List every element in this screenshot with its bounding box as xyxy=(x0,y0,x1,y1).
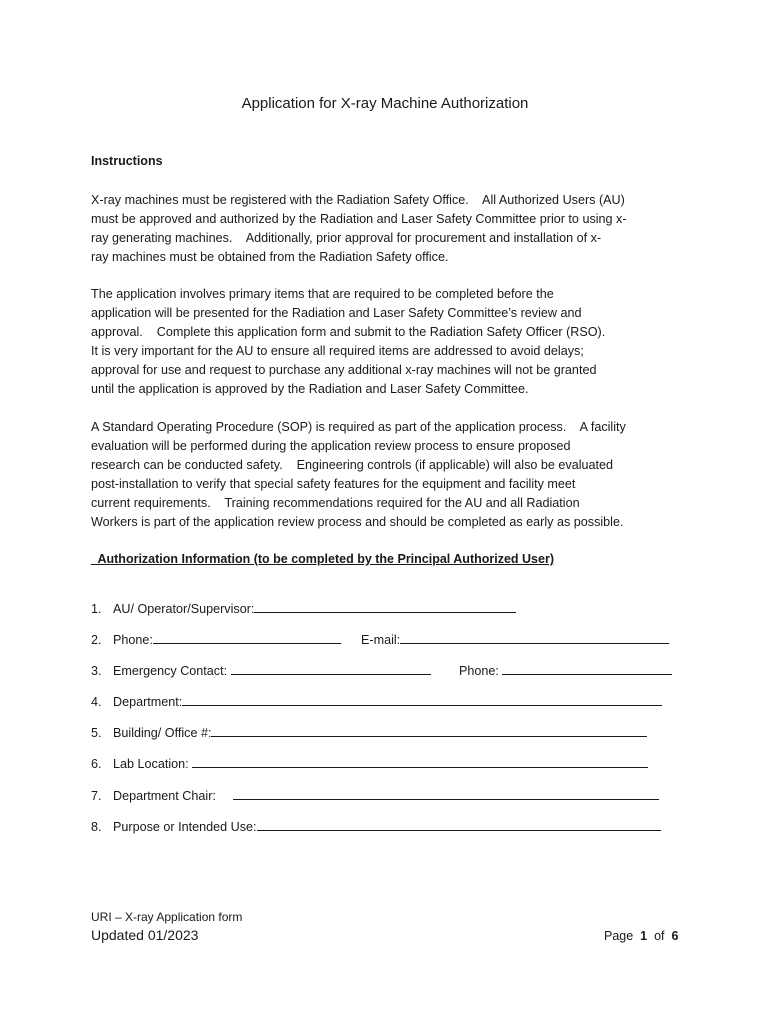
page-word: Page xyxy=(604,929,634,943)
field-label: Department Chair: xyxy=(113,789,216,803)
field-department-chair xyxy=(91,786,659,804)
instructions-paragraph-1 xyxy=(91,191,691,267)
paragraph-line: current requirements. Training recommendations required for the AU and all Radiation xyxy=(91,496,580,510)
page-total: 6 xyxy=(671,929,679,943)
department-chair-input[interactable] xyxy=(233,786,659,800)
paragraph-line: post-installation to verify that special safety features for the equipment and facility meet xyxy=(91,477,576,491)
field-au-operator xyxy=(91,599,516,617)
emergency-contact-input[interactable] xyxy=(231,661,431,675)
paragraph-line: approval for use and request to purchase any additional x-ray machines will not be granted xyxy=(91,363,597,377)
field-emergency-contact xyxy=(91,661,431,679)
field-label: Lab Location: xyxy=(113,757,189,771)
field-number: 1. xyxy=(91,602,102,616)
paragraph-line: evaluation will be performed during the application review process to ensure proposed xyxy=(91,439,571,453)
field-number: 7. xyxy=(91,789,102,803)
field-label: Emergency Contact: xyxy=(113,664,228,678)
paragraph-line: must be approved and authorized by the Radiation and Laser Safety Committee prior to using x- xyxy=(91,212,627,226)
page-current: 1 xyxy=(640,929,648,943)
field-number: 4. xyxy=(91,695,102,709)
field-label: Department: xyxy=(113,695,183,709)
au-operator-input[interactable] xyxy=(254,599,516,613)
field-label: Building/ Office #: xyxy=(113,726,212,740)
field-label: E-mail: xyxy=(361,633,401,647)
lab-location-input[interactable] xyxy=(192,754,648,768)
instructions-heading: Instructions xyxy=(91,154,163,168)
building-office-input[interactable] xyxy=(211,723,647,737)
field-lab-location xyxy=(91,754,648,772)
instructions-paragraph-2 xyxy=(91,285,691,399)
field-building-office xyxy=(91,723,647,741)
email-input[interactable] xyxy=(400,630,669,644)
paragraph-line: The application involves primary items that are required to be completed before the xyxy=(91,287,554,301)
field-number: 8. xyxy=(91,820,102,834)
field-number: 3. xyxy=(91,664,102,678)
paragraph-line: X-ray machines must be registered with the Radiation Safety Office. All Authorized Users (AU) xyxy=(91,193,625,207)
paragraph-line: It is very important for the AU to ensure all required items are addressed to avoid delays; xyxy=(91,344,584,358)
paragraph-line: ray generating machines. Additionally, prior approval for procurement and installation of x- xyxy=(91,231,602,245)
paragraph-line: application will be presented for the Radiation and Laser Safety Committee’s review and xyxy=(91,306,582,320)
field-emergency-phone xyxy=(459,661,672,678)
field-purpose xyxy=(91,817,661,835)
field-label: Phone: xyxy=(113,633,153,647)
field-label: Phone: xyxy=(459,664,499,678)
footer-page-number xyxy=(604,929,678,943)
phone-input[interactable] xyxy=(153,630,341,644)
paragraph-line: A Standard Operating Procedure (SOP) is required as part of the application process. A facility xyxy=(91,420,626,434)
field-number: 5. xyxy=(91,726,102,740)
footer-updated-date: Updated 01/2023 xyxy=(91,927,199,943)
instructions-paragraph-3 xyxy=(91,418,691,532)
paragraph-line: Workers is part of the application review process and should be completed as early as possible. xyxy=(91,515,624,529)
field-number: 6. xyxy=(91,757,102,771)
paragraph-line: approval. Complete this application form and submit to the Radiation Safety Officer (RSO). xyxy=(91,325,606,339)
paragraph-line: until the application is approved by the Radiation and Laser Safety Committee. xyxy=(91,382,529,396)
purpose-input[interactable] xyxy=(257,817,661,831)
field-email xyxy=(361,630,669,647)
document-title: Application for X-ray Machine Authorization xyxy=(241,95,529,112)
field-department xyxy=(91,692,662,710)
footer-form-name: URI – X-ray Application form xyxy=(91,910,243,924)
department-input[interactable] xyxy=(182,692,662,706)
field-label: Purpose or Intended Use: xyxy=(113,820,257,834)
authorization-heading: Authorization Information (to be completed by the Principal Authorized User) xyxy=(91,552,554,566)
field-number: 2. xyxy=(91,633,102,647)
of-word: of xyxy=(654,929,665,943)
emergency-phone-input[interactable] xyxy=(502,661,672,675)
field-label: AU/ Operator/Supervisor: xyxy=(113,602,255,616)
field-phone xyxy=(91,630,341,648)
paragraph-line: research can be conducted safety. Engineering controls (if applicable) will also be evaluated xyxy=(91,458,614,472)
paragraph-line: ray machines must be obtained from the Radiation Safety office. xyxy=(91,250,449,264)
